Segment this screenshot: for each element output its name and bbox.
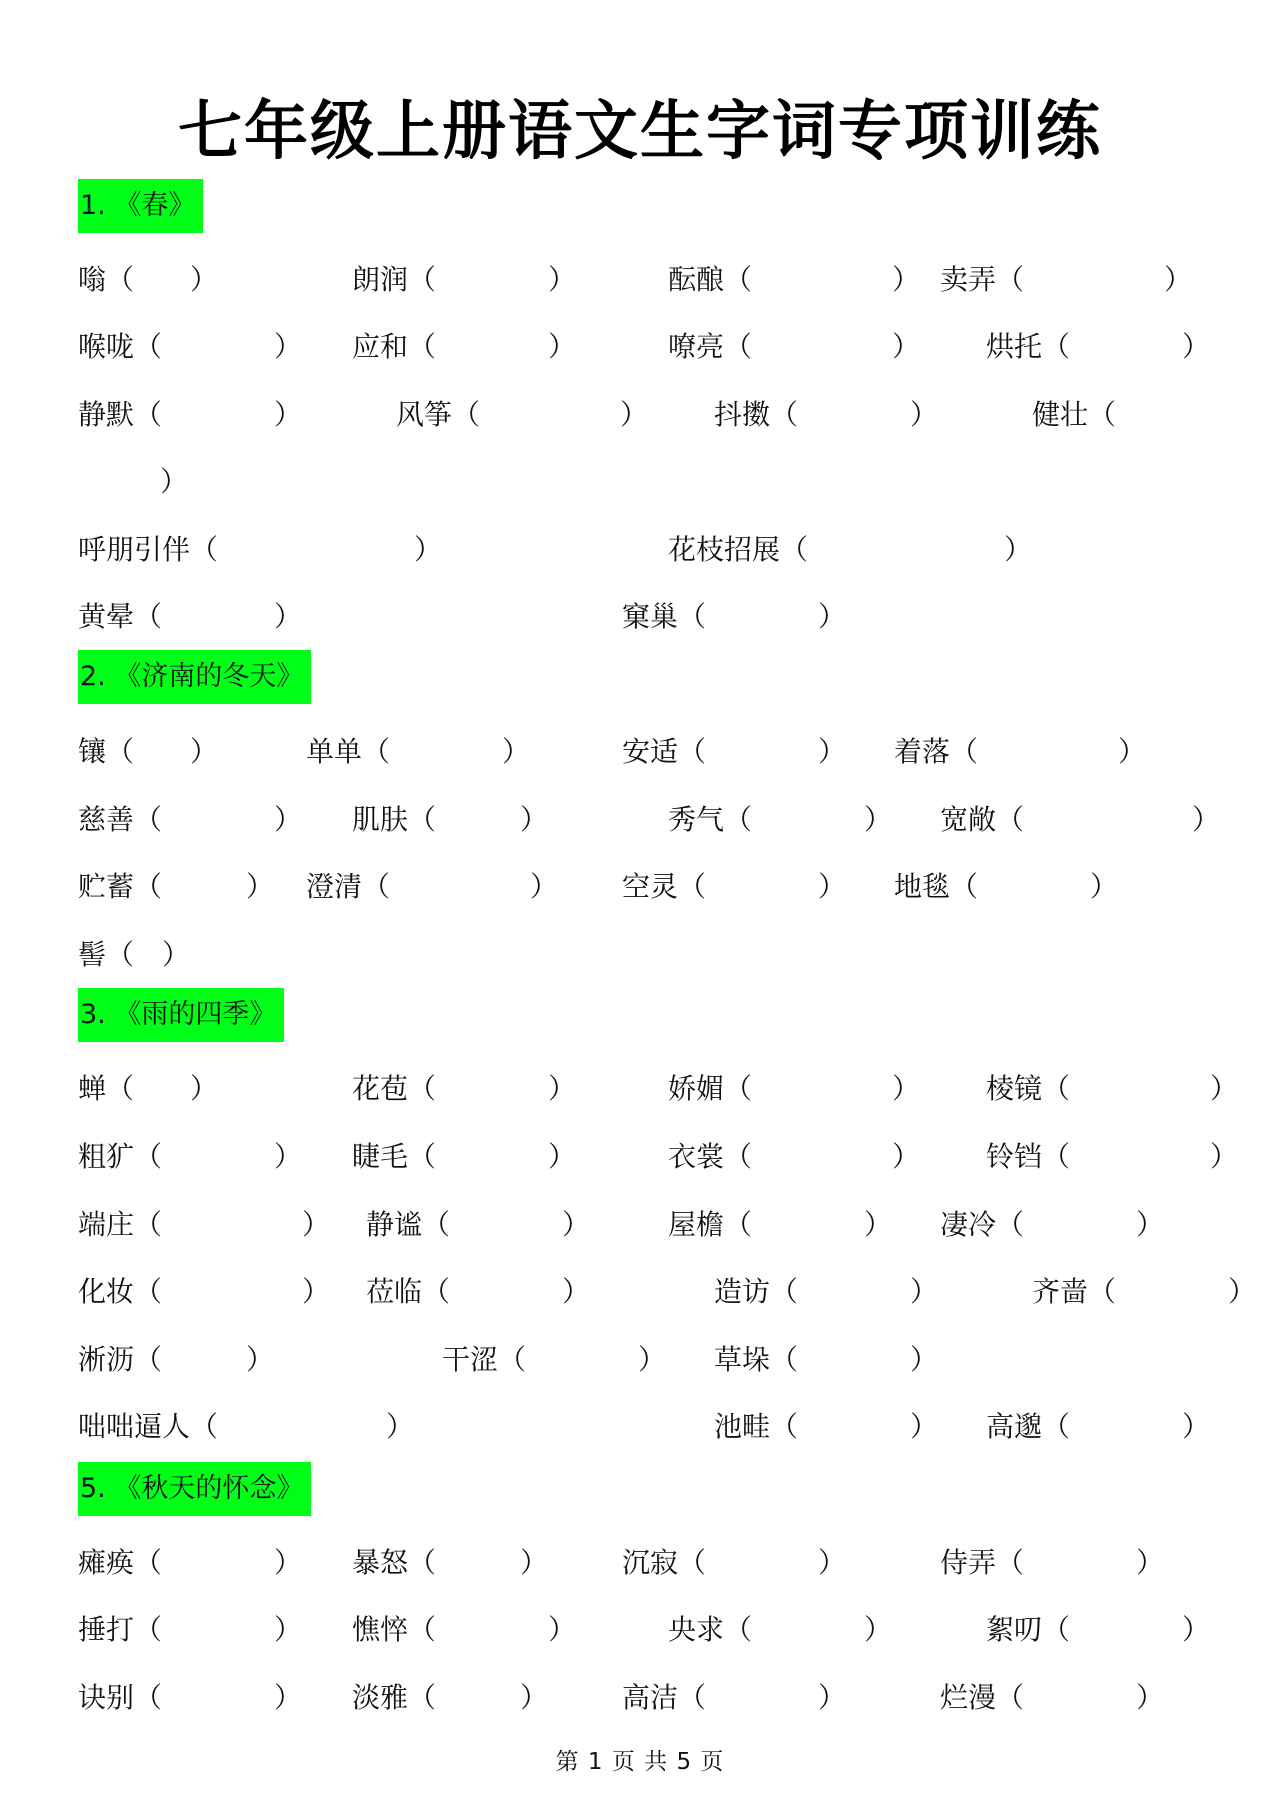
word-row [0,864,1280,910]
word-item: 侍弄（ ） [940,1546,1165,1579]
word-item: 烘托（ ） [986,330,1211,363]
section-heading: 5. 《秋天的怀念》 [78,1462,311,1516]
word-item: 造访（ ） [714,1275,939,1308]
word-item: 端庄（ ） [78,1208,331,1241]
word-item: 花苞（ ） [352,1072,577,1105]
word-item: 呼朋引伴（ ） [78,533,443,566]
word-row [0,932,1280,978]
word-row [0,1337,1280,1383]
word-item: 棱镜（ ） [986,1072,1239,1105]
word-item: 卖弄（ ） [940,263,1193,296]
word-row [0,1134,1280,1180]
word-item: 应和（ ） [352,330,577,363]
word-row [0,1607,1280,1653]
word-item: 慈善（ ） [78,803,303,836]
word-item: 捶打（ ） [78,1613,303,1646]
word-item: 粗犷（ ） [78,1140,303,1173]
word-item: 嗡（ ） [78,263,219,296]
section-heading: 1. 《春》 [78,179,203,233]
word-item: 高邈（ ） [986,1410,1211,1443]
word-item: 喉咙（ ） [78,330,303,363]
word-item: 化妆（ ） [78,1275,331,1308]
word-item: 朗润（ ） [352,263,577,296]
word-item: 镶（ ） [78,735,219,768]
word-row [0,1540,1280,1586]
word-item: 淡雅（ ） [352,1681,549,1714]
word-item: ） [160,465,189,498]
word-item: 咄咄逼人（ ） [78,1410,415,1443]
word-row [0,1269,1280,1315]
word-item: 空灵（ ） [622,870,847,903]
word-item: 抖擞（ ） [714,398,939,431]
word-item: 着落（ ） [894,735,1147,768]
word-item: 齐啬（ ） [1032,1275,1257,1308]
word-item: 娇媚（ ） [668,1072,921,1105]
word-row [0,1675,1280,1721]
word-item: 安适（ ） [622,735,847,768]
word-item: 健壮（ [1032,398,1117,431]
word-item: 干涩（ ） [442,1343,667,1376]
word-item: 淅沥（ ） [78,1343,275,1376]
word-item: 絮叨（ ） [986,1613,1211,1646]
word-item: 静默（ ） [78,398,303,431]
word-item: 莅临（ ） [366,1275,591,1308]
word-row [0,797,1280,843]
word-item: 暴怒（ ） [352,1546,549,1579]
word-item: 宽敞（ ） [940,803,1221,836]
word-row [0,257,1280,303]
word-item: 澄清（ ） [306,870,559,903]
word-item: 贮蓄（ ） [78,870,275,903]
word-item: 央求（ ） [668,1613,893,1646]
word-row [0,1066,1280,1112]
word-item: 憔悴（ ） [352,1613,577,1646]
word-item: 睫毛（ ） [352,1140,577,1173]
word-item: 诀别（ ） [78,1681,303,1714]
word-item: 沉寂（ ） [622,1546,847,1579]
word-item: 风筝（ ） [396,398,649,431]
word-item: 烂漫（ ） [940,1681,1165,1714]
word-row [0,392,1280,438]
page-footer: 第 1 页 共 5 页 [555,1749,725,1775]
word-item: 嘹亮（ ） [668,330,921,363]
word-item: 单单（ ） [306,735,531,768]
word-item: 屋檐（ ） [668,1208,893,1241]
word-item: 池畦（ ） [714,1410,939,1443]
word-item: 静谧（ ） [366,1208,591,1241]
word-item: 瘫痪（ ） [78,1546,303,1579]
word-item: 秀气（ ） [668,803,893,836]
word-item: 黄晕（ ） [78,600,303,633]
word-item: 地毯（ ） [894,870,1119,903]
word-item: 酝酿（ ） [668,263,921,296]
word-row [0,1404,1280,1450]
word-item: 花枝招展（ ） [668,533,1033,566]
section-heading: 3. 《雨的四季》 [78,988,284,1042]
word-item: 髻（ ） [78,938,191,971]
word-item: 肌肤（ ） [352,803,549,836]
page-title: 七年级上册语文生字词专项训练 [178,95,1102,169]
word-row [0,594,1280,640]
word-item: 铃铛（ ） [986,1140,1239,1173]
word-row [0,324,1280,370]
word-item: 高洁（ ） [622,1681,847,1714]
word-item: 窠巢（ ） [622,600,847,633]
word-item: 蝉（ ） [78,1072,219,1105]
word-row [0,1202,1280,1248]
section-heading: 2. 《济南的冬天》 [78,650,311,704]
word-item: 凄冷（ ） [940,1208,1165,1241]
word-row [0,729,1280,775]
word-item: 衣裳（ ） [668,1140,921,1173]
word-row [0,459,1280,505]
word-item: 草垛（ ） [714,1343,939,1376]
word-row [0,527,1280,573]
